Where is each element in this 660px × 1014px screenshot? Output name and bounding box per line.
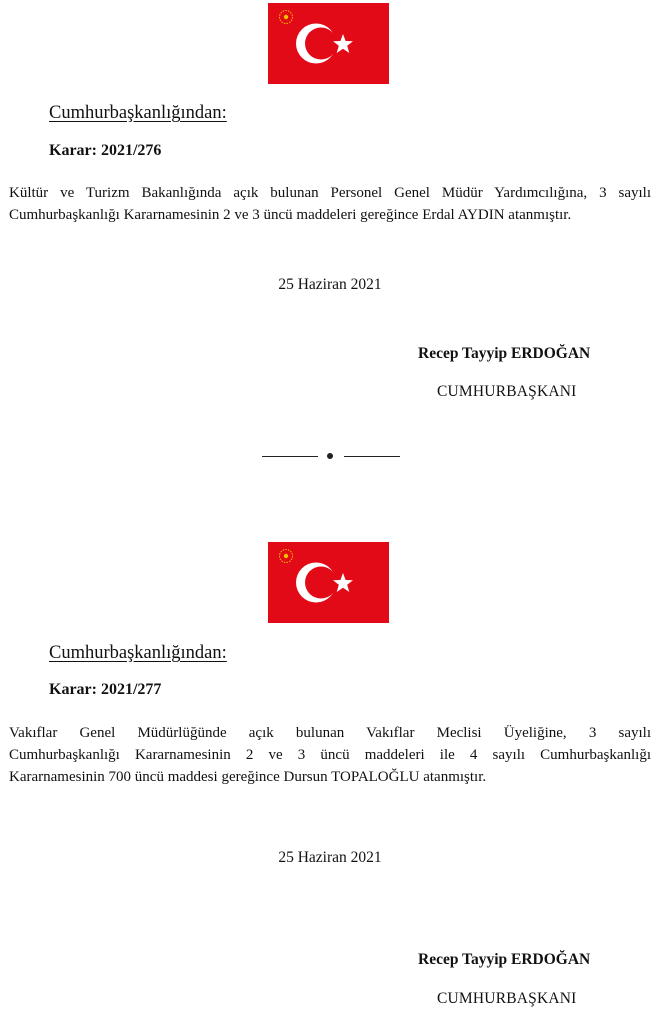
signatory-name: Recep Tayyip ERDOĞAN (418, 951, 591, 968)
crescent-star-icon (268, 542, 389, 623)
separator-line (344, 456, 400, 457)
decree-body-line: Cumhurbaşkanlığı Kararnamesinin 2 ve 3 üncü maddeleri gereğince Erdal AYDIN atanmıştır. (9, 207, 572, 223)
decree-body-line: Kararnamesinin 700 üncü maddesi gereğince Dursun TOPALOĞLU atanmıştır. (9, 769, 487, 785)
decree-body-line: Vakıflar Genel Müdürlüğünde açık bulunan Vakıflar Meclisi Üyeliğine, 3 sayılı (9, 725, 651, 741)
decree-date: 25 Haziran 2021 (278, 276, 382, 293)
decree-body-line: Cumhurbaşkanlığı Kararnamesinin 2 ve 3 üncü maddeleri ile 4 sayılı Cumhurbaşkanlığı (9, 747, 651, 763)
presidential-seal-icon (280, 550, 293, 563)
decree-date: 25 Haziran 2021 (278, 849, 382, 866)
section-separator (262, 449, 400, 463)
decree-body-line: Kültür ve Turizm Bakanlığında açık bulunan Personel Genel Müdür Yardımcılığına, 3 sayılı (9, 185, 651, 201)
signatory-name: Recep Tayyip ERDOĞAN (418, 345, 591, 362)
signatory-title: CUMHURBAŞKANI (437, 383, 577, 400)
issuing-office: Cumhurbaşkanlığından: (49, 103, 227, 123)
issuing-office: Cumhurbaşkanlığından: (49, 643, 227, 663)
decree-number: Karar: 2021/277 (49, 681, 162, 698)
separator-line (262, 456, 318, 457)
crescent-star-icon (268, 3, 389, 84)
signatory-title: CUMHURBAŞKANI (437, 990, 577, 1007)
presidential-seal-icon (280, 11, 293, 24)
decree-number: Karar: 2021/276 (49, 142, 162, 159)
decree-body (9, 182, 651, 226)
decree-body (9, 722, 651, 788)
turkish-flag-emblem (268, 542, 389, 623)
turkish-flag-emblem (268, 3, 389, 84)
separator-dot-icon (327, 453, 333, 459)
